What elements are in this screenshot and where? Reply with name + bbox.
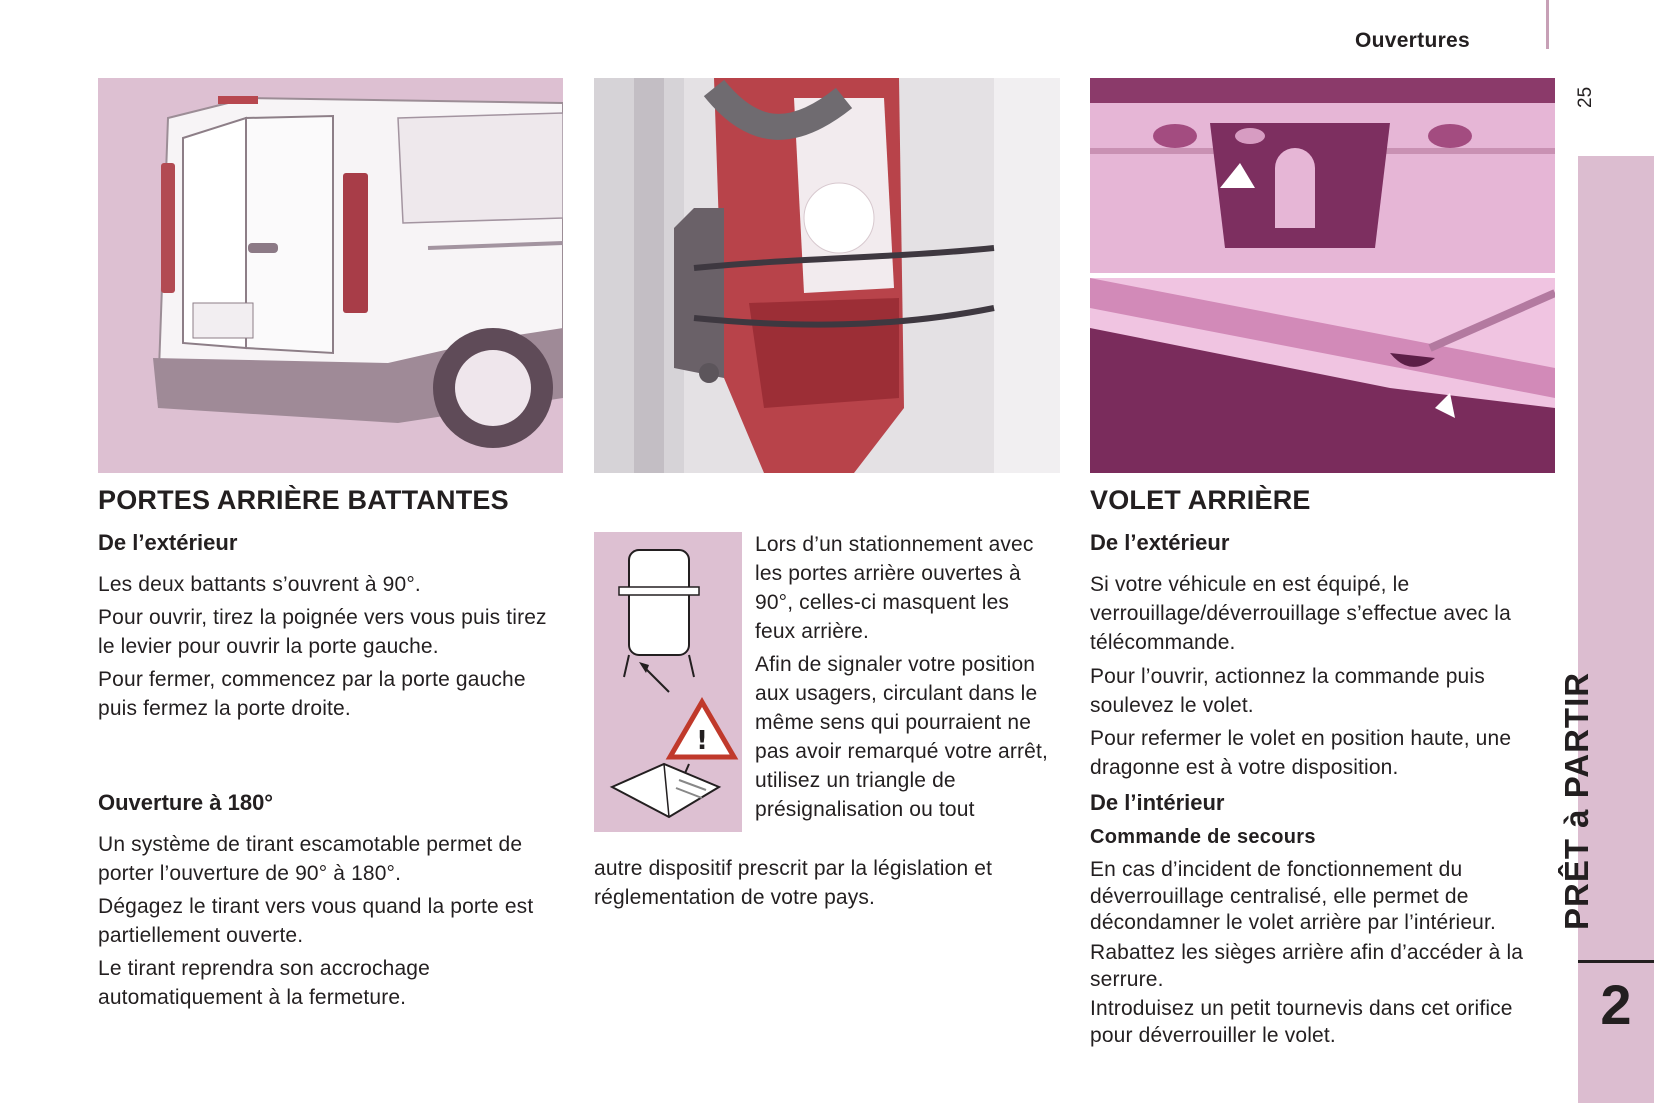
paragraph: Dégagez le tirant vers vous quand la porte est partiellement ouverte. bbox=[98, 895, 534, 947]
paragraph: Pour ouvrir, tirez la poignée vers vous puis tirez le levier pour ouvrir la porte gauche. bbox=[98, 606, 547, 658]
header-divider bbox=[1546, 0, 1549, 49]
subheading-exterior: De l’extérieur bbox=[1090, 530, 1230, 555]
paragraph: Un système de tirant escamotable permet de porter l’ouverture de 90° à 180°. bbox=[98, 833, 523, 885]
paragraph: Pour fermer, commencez par la porte gauche puis fermez la porte droite. bbox=[98, 668, 526, 720]
paragraph: Introduisez un petit tournevis dans cet orifice pour déverrouiller le volet. bbox=[1090, 997, 1513, 1047]
chapter-tab bbox=[1558, 156, 1654, 1103]
paragraph: Lors d’un stationnement avec les portes arrière ouvertes à 90°, celles-ci masquent les feux arrière. bbox=[755, 533, 1034, 643]
section-heading-rear-doors: PORTES ARRIÈRE BATTANTES bbox=[98, 485, 509, 515]
section-heading-tailgate: VOLET ARRIÈRE bbox=[1090, 485, 1311, 515]
subheading-exterior: De l’extérieur bbox=[98, 530, 238, 555]
section-title: Ouvertures bbox=[1354, 29, 1470, 52]
chapter-number: 2 bbox=[1600, 973, 1632, 1036]
paragraph: Si votre véhicule en est équipé, le verrouillage/déverrouillage s’effectue avec la télécommande. bbox=[1090, 573, 1511, 654]
van-rear-doors-illustration bbox=[98, 78, 563, 473]
subheading-emergency-control: Commande de secours bbox=[1090, 826, 1316, 848]
svg-text:!: ! bbox=[696, 726, 708, 756]
chapter-title: PRÊT à PARTIR bbox=[1558, 671, 1595, 930]
subheading-opening-180: Ouverture à 180° bbox=[98, 790, 274, 815]
paragraph: Le tirant reprendra son accrochage automatiquement à la fermeture. bbox=[98, 957, 430, 1009]
paragraph: autre dispositif prescrit par la législation et réglementation de votre pays. bbox=[594, 857, 993, 909]
paragraph: En cas d’incident de fonctionnement du déverrouillage centralisé, elle permet de décondamner le volet arrière par l’intérieur. bbox=[1090, 858, 1496, 934]
page-number: 25 bbox=[1575, 86, 1596, 108]
paragraph: Pour refermer le volet en position haute, une dragonne est à votre disposition. bbox=[1090, 727, 1512, 779]
subheading-interior: De l’intérieur bbox=[1090, 790, 1225, 815]
tail-lamp-illustration bbox=[594, 78, 1060, 473]
chapter-divider bbox=[1578, 960, 1654, 963]
paragraph: Afin de signaler votre position aux usagers, circulant dans le même sens qui pourraient ne pas avoir remarqué votre arrêt, utilisez un triangle de présignalisation ou tout bbox=[755, 653, 1048, 821]
paragraph: Pour l’ouvrir, actionnez la commande puis soulevez le volet. bbox=[1090, 665, 1485, 717]
tailgate-lock-illustration bbox=[1090, 78, 1555, 473]
warning-triangle-illustration bbox=[594, 532, 742, 832]
paragraph: Rabattez les sièges arrière afin d’accéder à la serrure. bbox=[1090, 941, 1524, 991]
paragraph: Les deux battants s’ouvrent à 90°. bbox=[98, 573, 421, 596]
